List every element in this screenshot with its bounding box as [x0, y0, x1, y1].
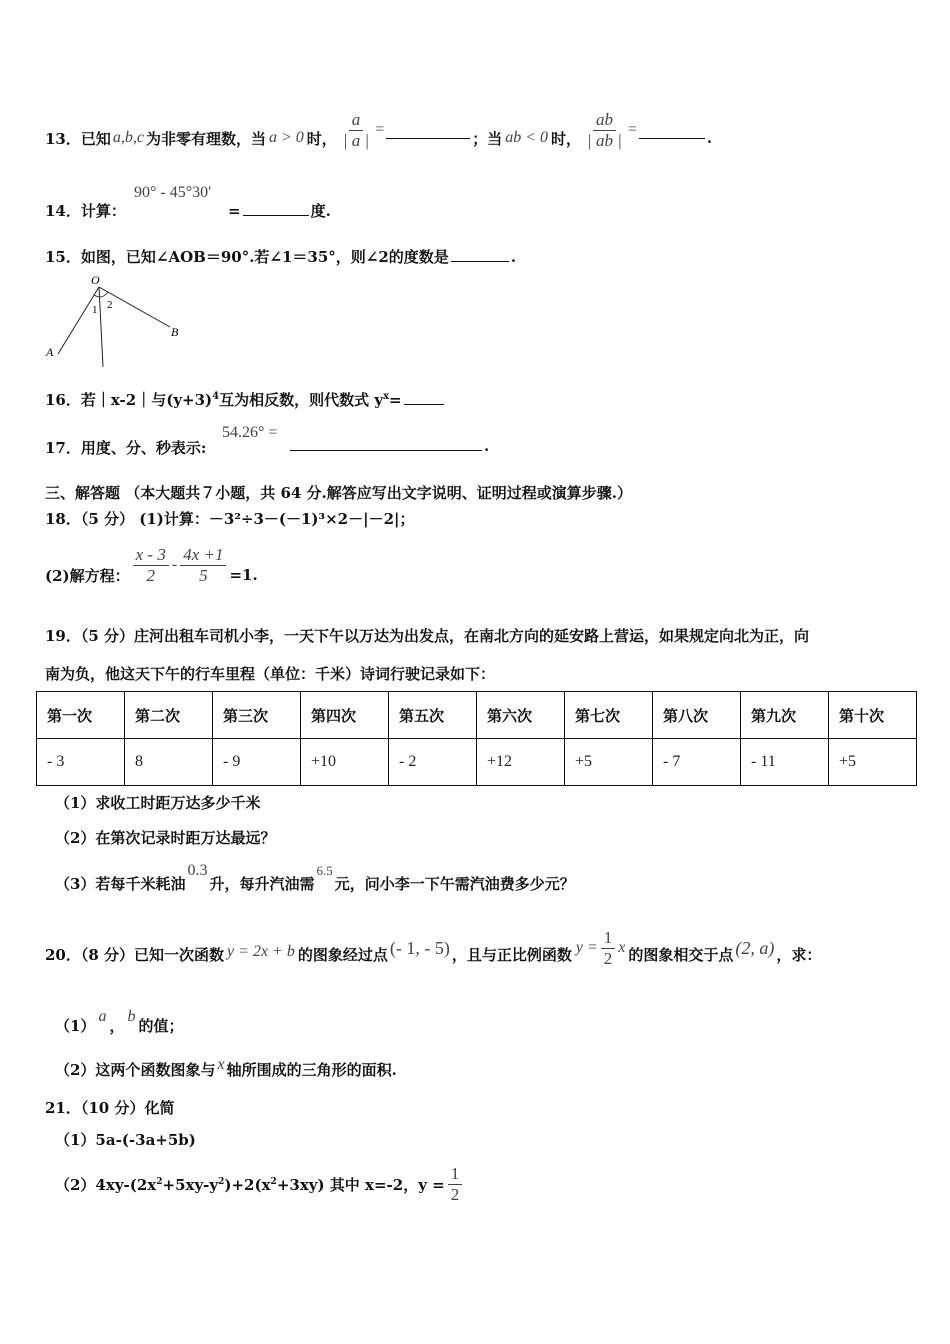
q17-answer	[288, 437, 489, 455]
q15-end: .	[510, 248, 517, 266]
q20-t4: ，求：	[776, 945, 822, 964]
section-3-heading: 三、解答题 （本大题共７小题，共 64 分.解答应写出文字说明、证明过程或演算步骤.）	[45, 484, 632, 502]
q20-pt1: (- 1, - 5)	[389, 937, 450, 958]
table-header-cell: 第九次	[741, 692, 829, 739]
q19-sub3-v2: 6.5	[316, 863, 333, 878]
q21-sub-1: （1）5a-(-3a+5b)	[55, 1131, 196, 1149]
q19-sub3-b: 升，每升汽油需	[209, 875, 315, 893]
q18-fraction-2: $\frac{4x +1}{5}$	[180, 545, 226, 585]
q14-lead: 14．计算：	[45, 202, 126, 220]
q16-text: 16．若｜x-2｜与(y+3)	[45, 391, 213, 409]
q15-text: 15．如图，已知∠AOB＝90°.若∠1＝35°，则∠2的度数是	[45, 248, 449, 266]
question-15	[45, 246, 516, 267]
q19-sub3-c: 元，问小李一下午需汽油费多少元？	[334, 875, 575, 893]
question-19-line-1: 19．（5 分）庄河出租车司机小李，一天下午以万达为出发点，在南北方向的延安路上营运，如果规定向北为正，向	[45, 627, 810, 645]
q20-fn2-x: x	[618, 939, 626, 956]
q14-eq: =	[228, 202, 241, 220]
q20-sub1-end: 的值；	[138, 1017, 184, 1035]
table-cell: - 3	[37, 739, 125, 786]
q19-sub-3	[55, 862, 575, 894]
question-14	[45, 200, 126, 221]
q19-sub3-v1: 0.3	[187, 862, 208, 879]
table-header-cell: 第十次	[829, 692, 917, 739]
q20-sub1-a: a	[98, 1008, 107, 1025]
q13-fraction-2: $\frac{ab}{| ab |}$	[587, 109, 622, 150]
table-header-cell: 第一次	[37, 692, 125, 739]
label-b: B	[171, 325, 179, 339]
q13-vars: a,b,c	[112, 129, 144, 146]
table-row	[37, 739, 917, 786]
table-cell: +5	[829, 739, 917, 786]
question-19-line-2: 南为负，他这天下午的行车里程（单位：千米）诗词行驶记录如下：	[45, 665, 496, 683]
table-header-row	[37, 692, 917, 739]
table-cell: +12	[477, 739, 565, 786]
label-angle-2: 2	[107, 299, 113, 311]
q18-part2-lead: (2)解方程：	[45, 566, 130, 585]
q20-sub-1	[55, 1005, 184, 1035]
table-cell: +10	[301, 739, 389, 786]
q16-text3: =	[389, 391, 402, 409]
q21-fraction: $\frac{1}{2}$	[448, 1164, 463, 1204]
q13-eq-1: =	[375, 121, 385, 138]
question-18-part-1: 18．（5 分） (1)计算：－3²÷3－(－1)³×2－|－2|；	[45, 510, 415, 528]
q20-t3: 的图象相交于点	[628, 945, 734, 964]
q20-fraction: $\frac{1}{2}$	[601, 928, 616, 968]
q16-text2: 互为相反数，则代数式 y	[219, 391, 384, 409]
q13-when2: 时，	[551, 129, 582, 148]
q13-eq-2: =	[627, 121, 637, 138]
table-cell: - 9	[213, 739, 301, 786]
table-cell: - 7	[653, 739, 741, 786]
table-header-cell: 第五次	[389, 692, 477, 739]
q20-sub2-x: x	[217, 1056, 225, 1073]
q19-sub-1: （1）求收工时距万达多少千米	[55, 794, 261, 812]
q15-answer-blank[interactable]	[451, 260, 509, 262]
q13-cond2: ab < 0	[505, 129, 549, 146]
label-angle-1: 1	[92, 304, 98, 316]
q20-sub-2	[55, 1056, 397, 1080]
label-o: O	[91, 273, 100, 287]
q20-sub1-b: b	[127, 1008, 136, 1025]
ray-oa	[58, 287, 99, 354]
q13-answer-blank-1[interactable]	[386, 137, 470, 139]
table-header-cell: 第八次	[653, 692, 741, 739]
label-a: A	[46, 345, 54, 359]
q13-fraction-1: $\frac{a}{| a |}$	[342, 109, 370, 150]
q20-fn1: y = 2x + b	[227, 943, 295, 960]
q17-lead: 17．用度、分、秒表示:	[45, 439, 207, 457]
table-header-cell: 第六次	[477, 692, 565, 739]
q13-answer-blank-2[interactable]	[639, 137, 705, 139]
q19-sub-2: （2）在第次记录时距万达最远？	[55, 829, 276, 847]
question-16	[45, 389, 446, 410]
q17-expression: 54.26° =	[222, 424, 278, 441]
question-13	[45, 109, 713, 163]
table-header-cell: 第七次	[565, 692, 653, 739]
q14-answer	[228, 200, 331, 221]
q17-end: .	[484, 437, 490, 455]
q20-sub2-a: （2）这两个函数图象与	[55, 1061, 216, 1079]
q16-answer-blank[interactable]	[404, 403, 444, 405]
q18-minus: -	[171, 556, 178, 573]
q14-expression: 90° - 45°30′	[134, 184, 212, 201]
q13-when: 时，	[306, 129, 337, 148]
q13-cond1: a > 0	[269, 129, 304, 146]
question-18-part-2	[45, 540, 258, 590]
q18-fraction-1: $\frac{x - 3}{2}$	[133, 545, 169, 585]
q21-sub-2	[55, 1162, 465, 1206]
q14-answer-blank[interactable]	[243, 214, 309, 216]
table-cell: +5	[565, 739, 653, 786]
question-20	[45, 920, 821, 976]
q14-unit: 度.	[310, 202, 331, 220]
angle-figure	[40, 272, 190, 372]
q19-sub3-a: （3）若每千米耗油	[55, 875, 186, 893]
q20-sub1-lead: （1）	[55, 1017, 96, 1035]
q21-sub2-text: $(2)4xy-(2x^2+5xy-y^2)+2(x^2+3xy)$ 其中 x=-2，y =	[55, 1175, 445, 1194]
q13-lead: 13．已知	[45, 129, 111, 148]
q20-t2: ，且与正比例函数	[451, 945, 572, 964]
table-cell: - 2	[389, 739, 477, 786]
q13-end: .	[706, 129, 713, 147]
table-header-cell: 第二次	[125, 692, 213, 739]
mileage-table	[36, 691, 917, 786]
table-header-cell: 第三次	[213, 692, 301, 739]
table-header-cell: 第四次	[301, 692, 389, 739]
q20-pt2: (2, a)	[735, 937, 775, 958]
question-17	[45, 437, 206, 458]
table-cell: - 11	[741, 739, 829, 786]
q20-sub1-comma: ，	[109, 1017, 125, 1035]
q16-sup2: x	[383, 391, 390, 402]
q13-sep: ；当	[472, 129, 503, 148]
angle-arc	[94, 292, 108, 297]
q13-mid: 为非零有理数，当	[145, 129, 266, 148]
q16-sup: 4	[212, 391, 220, 402]
table-cell: 8	[125, 739, 213, 786]
ray-oc	[99, 287, 103, 367]
q18-end: =1.	[229, 566, 258, 584]
q20-lead: 20．（8 分）已知一次函数	[45, 945, 225, 964]
q17-answer-blank[interactable]	[290, 449, 482, 451]
question-21: 21．（10 分）化简	[45, 1099, 175, 1117]
q20-fn2-y: y =	[575, 939, 598, 956]
q20-sub2-b: 轴所围成的三角形的面积.	[226, 1061, 397, 1079]
q20-t1: 的图象经过点	[297, 945, 388, 964]
